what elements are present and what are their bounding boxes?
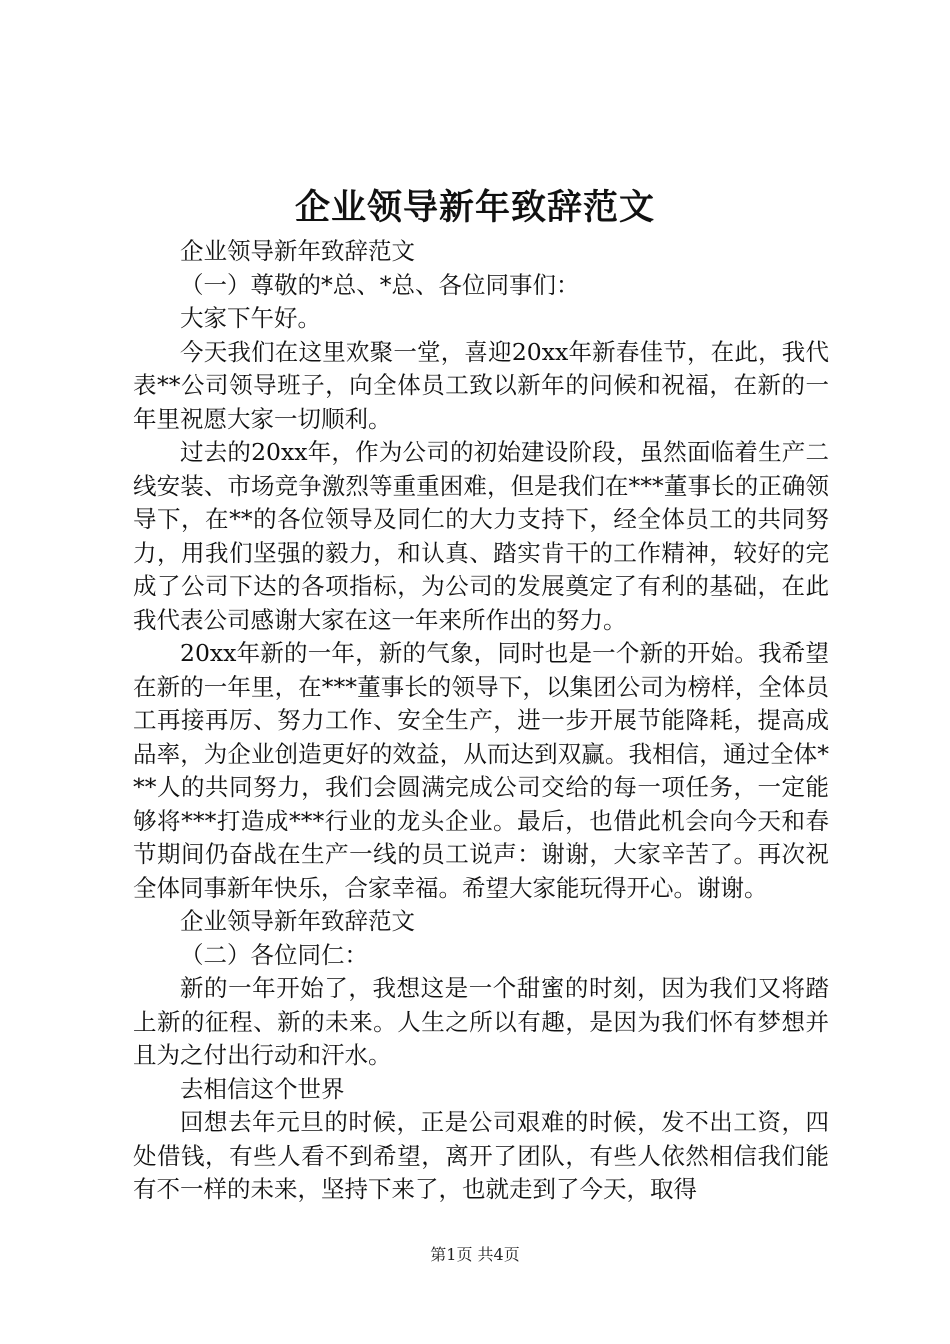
page-footer: 第1页 共4页 (430, 1245, 520, 1264)
document-title: 企业领导新年致辞范文 (294, 187, 655, 228)
paragraph-subtitle-1: 企业领导新年致辞范文 (180, 237, 415, 265)
document-body (133, 235, 829, 1207)
paragraph-salutation-1: （一）尊敬的*总、*总、各位同事们： (180, 270, 580, 299)
paragraph-subtitle-2: 企业领导新年致辞范文 (180, 907, 415, 935)
paragraph-welcome: 今天我们在这里欢聚一堂，喜迎20xx年新春佳节，在此，我代表**公司领导班子，向全体员工致以新年的问候和祝福，在新的一年里祝愿大家一切顺利。 (133, 337, 829, 433)
paragraph-believe: 去相信这个世界 (180, 1074, 345, 1103)
paragraph-review: 过去的20xx年，作为公司的初始建设阶段，虽然面临着生产二线安装、市场竞争激烈等重重困难，但是我们在***董事长的正确领导下，在**的各位领导及同仁的大力支持下，经全体员工的共同努力，用我们坚强的毅力，和认真、踏实肯干的工作精神，较好的完成了公司下达的各项指标，为公司的发展奠定了有利的基础，在此我代表公司感谢大家在这一年来所作出的努力。 (133, 438, 829, 634)
paragraph-salutation-2: （二）各位同仁： (180, 940, 368, 969)
paragraph-greeting: 大家下午好。 (180, 304, 321, 332)
paragraph-new-year: 新的一年开始了，我想这是一个甜蜜的时刻，因为我们又将踏上新的征程、新的未来。人生之所以有趣，是因为我们怀有梦想并且为之付出行动和汗水。 (133, 974, 829, 1069)
paragraph-outlook: 20xx年新的一年，新的气象，同时也是一个新的开始。我希望在新的一年里，在***董事长的领导下，以集团公司为榜样，全体员工再接再厉、努力工作、安全生产，进一步开展节能降耗，提高成品率，为企业创造更好的效益，从而达到双赢。我相信，通过全体***人的共同努力，我们会圆满完成公司交给的每一项任务，一定能够将***打造成***行业的龙头企业。最后，也借此机会向今天和春节期间仍奋战在生产一线的员工说声：谢谢，大家辛苦了。再次祝全体同事新年快乐，合家幸福。希望大家能玩得开心。谢谢。 (133, 639, 829, 902)
paragraph-recall: 回想去年元旦的时候，正是公司艰难的时候，发不出工资，四处借钱，有些人看不到希望，离开了团队，有些人依然相信我们能有不一样的未来，坚持下来了，也就走到了今天，取得 (133, 1108, 829, 1203)
